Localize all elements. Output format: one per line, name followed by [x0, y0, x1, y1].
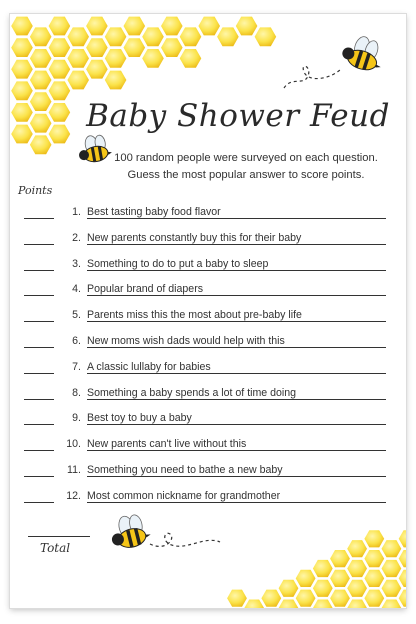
subtitle-line: Guess the most popular answer to score points.	[127, 169, 365, 181]
question-number: 5.	[72, 309, 81, 322]
honeycomb-cell	[67, 27, 89, 46]
honeycomb-cell	[105, 27, 127, 46]
question-number: 9.	[72, 412, 81, 425]
honeycomb-cell	[49, 125, 71, 144]
honeycomb-cell	[124, 17, 146, 36]
question-number: 6.	[72, 334, 81, 347]
question-text: Best tasting baby food flavor	[87, 206, 224, 218]
answer-line[interactable]	[87, 321, 386, 322]
honeycomb-cell	[11, 38, 33, 57]
honeycomb-cell	[30, 49, 52, 68]
answer-line[interactable]	[87, 373, 386, 374]
honeycomb-cell	[364, 590, 384, 607]
question-row	[24, 309, 404, 335]
honeycomb-cell	[86, 17, 108, 36]
honeycomb-cell	[86, 38, 108, 57]
honeycomb-cell	[399, 590, 406, 607]
question-row	[24, 258, 404, 284]
question-row	[24, 206, 404, 232]
honeycomb-cell	[347, 580, 367, 597]
total-label: Total	[40, 541, 71, 555]
points-blank[interactable]	[24, 424, 54, 425]
question-text: Something you need to bathe a new baby	[87, 464, 286, 476]
feud-card	[10, 14, 406, 608]
question-number: 12.	[66, 489, 81, 502]
question-text: Parents miss this the most about pre-baby life	[87, 309, 305, 321]
question-text: New parents constantly buy this for their baby	[87, 232, 304, 244]
honeycomb-cell	[105, 49, 127, 68]
honeycomb-cell	[399, 550, 406, 567]
honeycomb-cell	[313, 560, 333, 577]
honeycomb-cell	[227, 590, 247, 607]
answer-line[interactable]	[87, 218, 386, 219]
points-blank[interactable]	[24, 321, 54, 322]
honeycomb-cell	[347, 600, 367, 609]
points-header: Points	[18, 184, 53, 197]
question-text: Best toy to buy a baby	[87, 412, 195, 424]
question-number: 11.	[67, 463, 81, 476]
points-blank[interactable]	[24, 476, 54, 477]
honeycomb-cell	[49, 103, 71, 122]
answer-line[interactable]	[87, 244, 386, 245]
honeycomb-cell	[11, 103, 33, 122]
question-text: Something a baby spends a lot of time doing	[87, 387, 299, 399]
bee-icon	[278, 36, 398, 92]
honeycomb-cell	[161, 17, 183, 36]
honeycomb-bottom-right	[226, 508, 406, 608]
honeycomb-cell	[330, 570, 350, 587]
page-title: Baby Shower Feud	[86, 98, 390, 134]
honeycomb-cell	[399, 570, 406, 587]
honeycomb-cell	[11, 125, 33, 144]
honeycomb-cell	[30, 114, 52, 133]
subtitle	[96, 150, 396, 184]
points-blank[interactable]	[24, 399, 54, 400]
honeycomb-cell	[161, 38, 183, 57]
points-blank[interactable]	[24, 270, 54, 271]
question-number: 7.	[72, 360, 81, 373]
question-row	[24, 232, 404, 258]
points-blank[interactable]	[24, 244, 54, 245]
honeycomb-cell	[364, 570, 384, 587]
honeycomb-cell	[49, 17, 71, 36]
honeycomb-cell	[364, 550, 384, 567]
answer-line[interactable]	[87, 476, 386, 477]
question-text: Popular brand of diapers	[87, 283, 206, 295]
question-number: 8.	[72, 386, 81, 399]
honeycomb-cell	[261, 590, 281, 607]
question-row	[24, 412, 404, 438]
honeycomb-cell	[30, 92, 52, 111]
honeycomb-cell	[347, 560, 367, 577]
question-text: Something to do to put a baby to sleep	[87, 258, 271, 270]
honeycomb-cell	[347, 540, 367, 557]
question-list	[24, 206, 404, 516]
honeycomb-cell	[180, 27, 202, 46]
honeycomb-cell	[49, 38, 71, 57]
honeycomb-cell	[30, 27, 52, 46]
points-blank[interactable]	[24, 295, 54, 296]
question-text: New moms wish dads would help with this	[87, 335, 288, 347]
honeycomb-cell	[244, 600, 264, 609]
question-row	[24, 438, 404, 464]
answer-line[interactable]	[87, 450, 386, 451]
honeycomb-cell	[382, 600, 402, 609]
honeycomb-cell	[180, 49, 202, 68]
answer-line[interactable]	[87, 502, 386, 503]
honeycomb-cell	[236, 17, 258, 36]
question-number: 1.	[72, 206, 81, 218]
honeycomb-cell	[382, 580, 402, 597]
answer-line[interactable]	[87, 347, 386, 348]
honeycomb-cell	[382, 540, 402, 557]
honeycomb-cell	[49, 81, 71, 100]
question-row	[24, 490, 404, 516]
honeycomb-cell	[11, 60, 33, 79]
answer-line[interactable]	[87, 424, 386, 425]
question-row	[24, 464, 404, 490]
question-text: Most common nickname for grandmother	[87, 490, 283, 502]
question-row	[24, 361, 404, 387]
honeycomb-cell	[217, 27, 239, 46]
honeycomb-cell	[279, 600, 299, 609]
question-number: 3.	[72, 257, 81, 270]
honeycomb-cell	[330, 590, 350, 607]
total-blank[interactable]	[28, 536, 90, 537]
honeycomb-cell	[296, 590, 316, 607]
points-blank[interactable]	[24, 373, 54, 374]
question-row	[24, 283, 404, 309]
honeycomb-cell	[86, 60, 108, 79]
points-blank[interactable]	[24, 218, 54, 219]
honeycomb-cell	[105, 71, 127, 90]
honeycomb-cell	[255, 27, 277, 46]
honeycomb-cell	[124, 38, 146, 57]
honeycomb-cell	[67, 71, 89, 90]
honeycomb-cell	[313, 580, 333, 597]
question-row	[24, 387, 404, 413]
honeycomb-cell	[49, 60, 71, 79]
points-blank[interactable]	[24, 450, 54, 451]
question-number: 10.	[66, 438, 81, 451]
question-number: 4.	[72, 283, 81, 296]
answer-line[interactable]	[87, 295, 386, 296]
honeycomb-cell	[67, 49, 89, 68]
subtitle-line: 100 random people were surveyed on each question.	[114, 152, 378, 164]
honeycomb-cell	[198, 17, 220, 36]
honeycomb-cell	[279, 580, 299, 597]
honeycomb-cell	[330, 550, 350, 567]
points-blank[interactable]	[24, 502, 54, 503]
question-text: A classic lullaby for babies	[87, 361, 214, 373]
honeycomb-cell	[142, 49, 164, 68]
honeycomb-cell	[11, 17, 33, 36]
honeycomb-cell	[142, 27, 164, 46]
honeycomb-cell	[399, 530, 406, 547]
honeycomb-cell	[30, 71, 52, 90]
honeycomb-cell	[296, 570, 316, 587]
honeycomb-cell	[364, 530, 384, 547]
answer-line[interactable]	[87, 399, 386, 400]
answer-line[interactable]	[87, 270, 386, 271]
bee-icon	[110, 510, 240, 566]
honeycomb-cell	[382, 560, 402, 577]
honeycomb-cell	[313, 600, 333, 609]
honeycomb-cell	[11, 81, 33, 100]
question-number: 2.	[72, 231, 81, 244]
question-row	[24, 335, 404, 361]
honeycomb-cell	[30, 135, 52, 154]
question-text: New parents can't live without this	[87, 438, 249, 450]
points-blank[interactable]	[24, 347, 54, 348]
